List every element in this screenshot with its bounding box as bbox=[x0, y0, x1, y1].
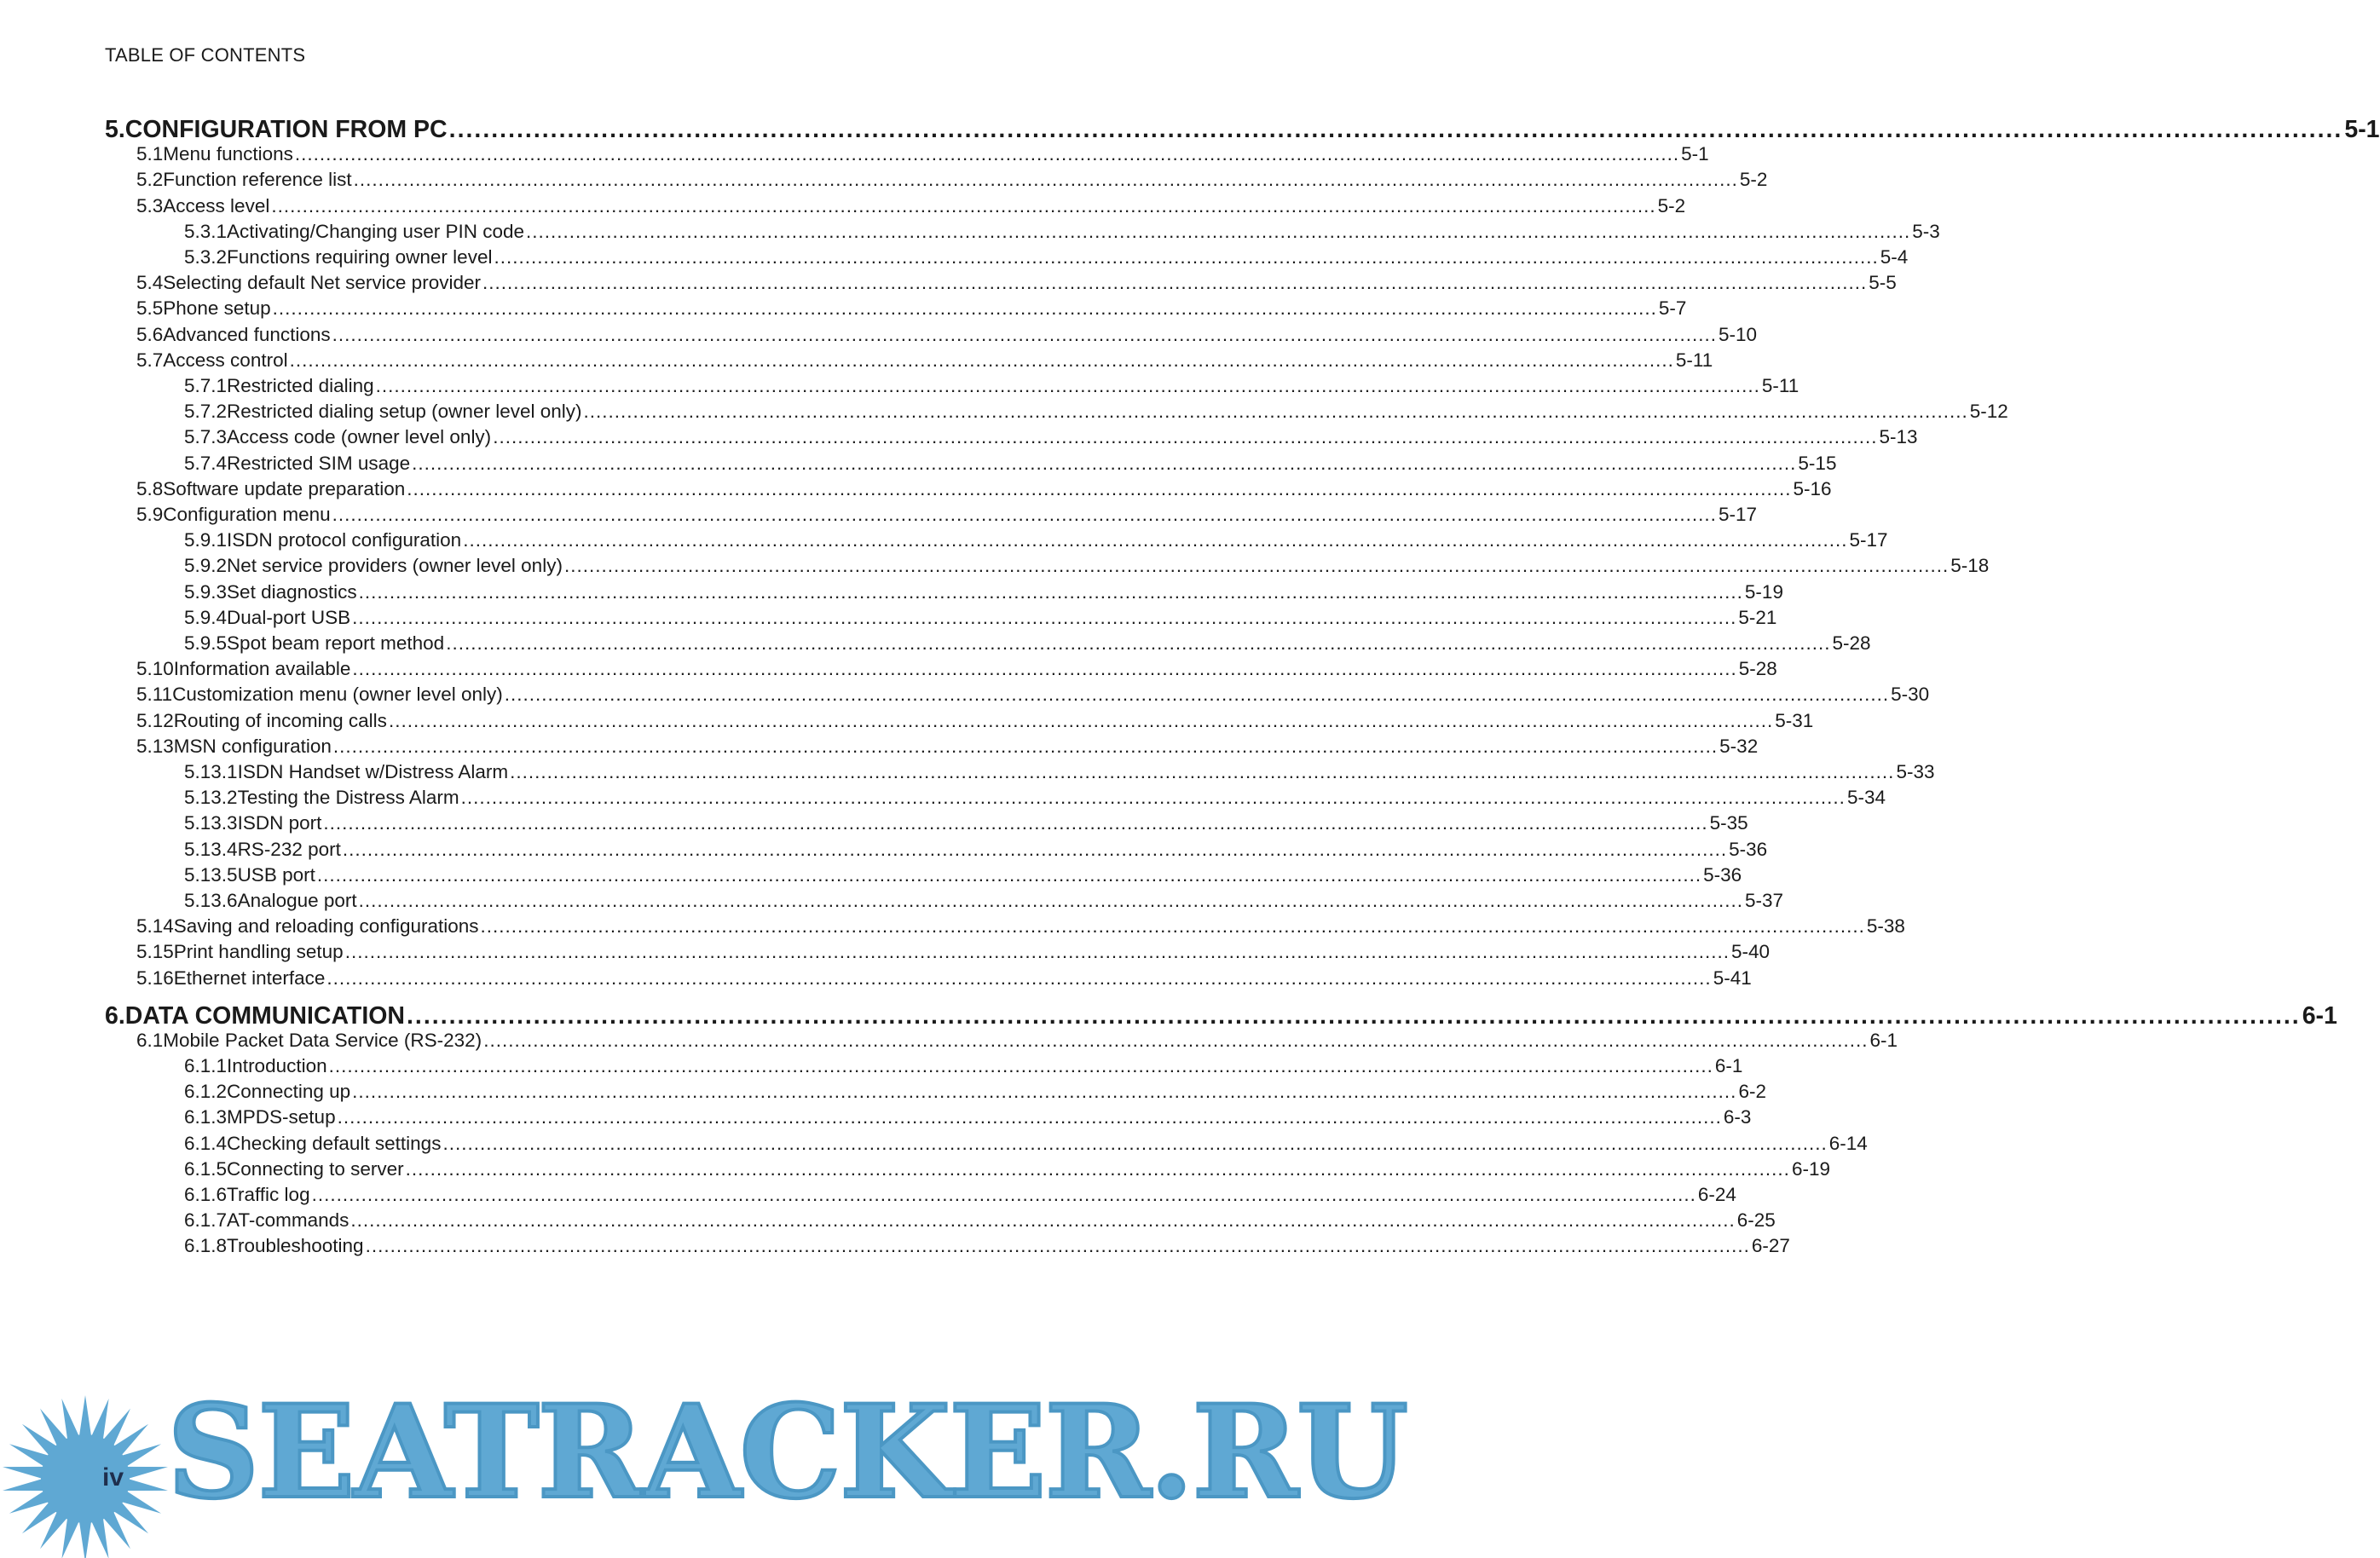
toc-entry-number: 6.1.3 bbox=[184, 1106, 228, 1128]
toc-entry-section[interactable] bbox=[136, 272, 1897, 297]
toc-entry-page: 6-2 bbox=[1738, 1081, 1766, 1103]
toc-entry-title: ISDN protocol configuration bbox=[227, 529, 462, 551]
toc-entry-number: 5.3 bbox=[136, 194, 164, 216]
toc-entry-title: Restricted dialing setup (owner level only) bbox=[227, 401, 582, 423]
dot-leader bbox=[343, 839, 1727, 861]
dot-leader bbox=[332, 324, 1717, 346]
toc-entry-section[interactable] bbox=[136, 194, 1686, 221]
dot-leader bbox=[326, 967, 1711, 990]
toc-entry-number: 5.14 bbox=[136, 915, 174, 938]
dot-leader bbox=[332, 504, 1717, 526]
toc-entry-page: 5-36 bbox=[1703, 863, 1742, 886]
toc-entry-page: 5-10 bbox=[1718, 323, 1757, 345]
toc-entry-page: 6-25 bbox=[1736, 1209, 1776, 1232]
toc-entry-title: Net service providers (owner level only) bbox=[227, 555, 563, 577]
toc-entry-title: Ethernet interface bbox=[173, 967, 326, 989]
toc-entry-title: Introduction bbox=[227, 1055, 327, 1076]
toc-entry-subsection[interactable] bbox=[184, 1132, 1868, 1158]
toc-entry-number: 5.13.1 bbox=[184, 761, 238, 782]
toc-entry-title: Access code (owner level only) bbox=[227, 426, 492, 448]
toc-entry-page: 5-33 bbox=[1896, 761, 1935, 782]
toc-entry-page: 6-1 bbox=[1869, 1029, 1898, 1051]
toc-entry-number: 6.1.2 bbox=[184, 1081, 228, 1103]
toc-entry-number: 5.13.2 bbox=[184, 787, 238, 809]
toc-entry-title: Dual-port USB bbox=[227, 606, 351, 628]
toc-entry-title: ISDN port bbox=[237, 812, 322, 834]
toc-entry-number: 5.4 bbox=[136, 272, 164, 294]
dot-leader bbox=[564, 555, 1949, 577]
dot-leader bbox=[352, 607, 1736, 629]
toc-entry-page: 6-1 bbox=[2302, 1001, 2337, 1030]
toc-entry-number: 5.7 bbox=[136, 349, 164, 371]
dot-leader bbox=[481, 915, 1865, 938]
toc-entry-number: 6.1.8 bbox=[184, 1235, 228, 1257]
toc-entry-page: 5-28 bbox=[1738, 658, 1777, 680]
toc-entry-number: 5. bbox=[105, 116, 125, 143]
dot-leader bbox=[412, 453, 1796, 475]
toc-entry-title: Checking default settings bbox=[227, 1132, 442, 1154]
toc-entry-page: 5-7 bbox=[1658, 297, 1687, 320]
toc-entry-title: Set diagnostics bbox=[227, 580, 357, 603]
toc-entry-title: Mobile Packet Data Service (RS-232) bbox=[163, 1029, 482, 1051]
toc-entry-number: 5.9.2 bbox=[184, 555, 228, 577]
toc-entry-section[interactable] bbox=[136, 504, 1757, 529]
toc-entry-subsection[interactable] bbox=[184, 1055, 1743, 1081]
toc-entry-number: 6.1.4 bbox=[184, 1132, 228, 1154]
toc-entry-number: 5.6 bbox=[136, 323, 164, 345]
toc-entry-title: AT-commands bbox=[227, 1209, 349, 1232]
dot-leader bbox=[407, 1002, 2301, 1030]
dot-leader bbox=[510, 761, 1894, 783]
toc-entry-subsection[interactable] bbox=[184, 1184, 1736, 1209]
toc-entry-page: 5-12 bbox=[1969, 401, 2008, 423]
toc-entry-page: 6-24 bbox=[1697, 1184, 1736, 1205]
dot-leader bbox=[333, 736, 1718, 758]
toc-entry-section[interactable] bbox=[136, 349, 1713, 375]
toc-entry-subsection[interactable] bbox=[184, 529, 1888, 555]
toc-entry-number: 5.7.2 bbox=[184, 401, 228, 423]
toc-entry-number: 6. bbox=[105, 1001, 125, 1030]
toc-entry-title: Software update preparation bbox=[163, 477, 406, 499]
toc-entry-title: Connecting to server bbox=[227, 1157, 404, 1180]
toc-entry-section[interactable] bbox=[136, 735, 1759, 761]
dot-leader bbox=[338, 1106, 1722, 1128]
toc-entry-number: 5.9.4 bbox=[184, 606, 228, 628]
toc-entry-title: Information available bbox=[173, 658, 351, 680]
toc-entry-number: 5.16 bbox=[136, 967, 174, 989]
toc-entry-page: 5-1 bbox=[1681, 143, 1709, 165]
dot-leader bbox=[359, 581, 1743, 603]
toc-entry-number: 5.10 bbox=[136, 658, 174, 680]
toc-entry-title: Phone setup bbox=[163, 297, 271, 320]
toc-entry-number: 5.2 bbox=[136, 169, 164, 191]
toc-entry-title: RS-232 port bbox=[237, 838, 341, 860]
toc-entry-number: 5.9.1 bbox=[184, 529, 228, 551]
toc-entry-number: 5.8 bbox=[136, 477, 164, 499]
toc-entry-section[interactable] bbox=[136, 684, 1930, 709]
toc-entry-number: 6.1.6 bbox=[184, 1184, 228, 1205]
toc-entry-page: 5-17 bbox=[1849, 529, 1888, 551]
dot-leader bbox=[323, 812, 1707, 834]
toc-entry-number: 6.1.7 bbox=[184, 1209, 228, 1232]
toc-entry-section[interactable] bbox=[136, 1029, 1898, 1055]
toc-entry-page: 5-5 bbox=[1869, 272, 1897, 294]
toc-entry-section[interactable] bbox=[136, 709, 1814, 736]
toc-entry-number: 5.13.4 bbox=[184, 838, 238, 860]
toc-entry-subsection[interactable] bbox=[184, 787, 1886, 812]
toc-entry-subsection[interactable] bbox=[184, 761, 1935, 787]
toc-entry-title: Analogue port bbox=[237, 890, 357, 911]
dot-leader bbox=[389, 710, 1773, 732]
dot-leader bbox=[345, 941, 1730, 963]
toc-entry-title: Customization menu (owner level only) bbox=[172, 684, 503, 706]
running-head: TABLE OF CONTENTS bbox=[105, 44, 306, 66]
toc-entry-section[interactable] bbox=[136, 143, 1709, 169]
toc-entry-chapter[interactable] bbox=[105, 116, 2380, 143]
toc-entry-page: 5-21 bbox=[1738, 606, 1777, 628]
toc-entry-title: Traffic log bbox=[227, 1184, 310, 1205]
toc-entry-page: 5-37 bbox=[1744, 890, 1783, 911]
toc-entry-page: 6-14 bbox=[1828, 1132, 1868, 1154]
toc-entry-number: 5.3.1 bbox=[184, 220, 228, 242]
toc-entry-subsection[interactable] bbox=[184, 1209, 1776, 1235]
toc-entry-title: Access level bbox=[163, 194, 270, 216]
toc-entry-subsection[interactable] bbox=[184, 426, 1918, 452]
toc-entry-title: Restricted dialing bbox=[227, 375, 374, 396]
toc-entry-section[interactable] bbox=[136, 658, 1777, 684]
toc-entry-title: MPDS-setup bbox=[227, 1106, 336, 1128]
toc-entry-number: 5.12 bbox=[136, 709, 174, 731]
dot-leader bbox=[494, 246, 1878, 268]
toc-entry-chapter[interactable] bbox=[105, 1001, 2337, 1030]
sun-burst-icon bbox=[0, 1385, 170, 1555]
page-footer bbox=[0, 1377, 1407, 1558]
toc-entry-number: 6.1.5 bbox=[184, 1157, 228, 1180]
toc-entry-number: 5.3.2 bbox=[184, 246, 228, 268]
toc-entry-number: 5.13.5 bbox=[184, 863, 238, 886]
toc-entry-number: 5.9 bbox=[136, 504, 164, 525]
toc-entry-subsection[interactable] bbox=[184, 1081, 1766, 1106]
dot-leader bbox=[446, 632, 1830, 655]
toc-entry-title: Routing of incoming calls bbox=[173, 709, 387, 731]
dot-leader bbox=[359, 890, 1743, 912]
toc-entry-subsection[interactable] bbox=[184, 1106, 1752, 1132]
dot-leader bbox=[295, 143, 1679, 165]
toc-entry-number: 5.13 bbox=[136, 735, 174, 757]
toc-entry-subsection[interactable] bbox=[184, 1235, 1790, 1261]
toc-entry-subsection[interactable] bbox=[184, 246, 1909, 272]
dot-leader bbox=[317, 864, 1701, 886]
toc-entry-number: 5.5 bbox=[136, 297, 164, 320]
toc-entry-page: 6-1 bbox=[1714, 1055, 1743, 1076]
toc-entry-section[interactable] bbox=[136, 297, 1687, 323]
toc-entry-title: Activating/Changing user PIN code bbox=[227, 220, 524, 242]
toc-entry-number: 5.7.4 bbox=[184, 452, 228, 474]
toc-entry-page: 5-1 bbox=[2344, 116, 2380, 143]
dot-leader bbox=[329, 1055, 1713, 1077]
toc-entry-subsection[interactable] bbox=[184, 1157, 1830, 1184]
toc-entry-number: 5.15 bbox=[136, 941, 174, 963]
page-number: iv bbox=[102, 1463, 124, 1492]
toc-entry-page: 5-19 bbox=[1744, 580, 1783, 603]
toc-entry-page: 5-11 bbox=[1761, 375, 1799, 396]
toc-entry-number: 5.9.3 bbox=[184, 580, 228, 603]
toc-entry-subsection[interactable] bbox=[184, 890, 1783, 915]
dot-leader bbox=[312, 1184, 1696, 1206]
dot-leader bbox=[449, 116, 2343, 144]
toc-entry-page: 5-2 bbox=[1657, 194, 1686, 216]
toc-entry-page: 6-27 bbox=[1751, 1235, 1790, 1257]
toc-entry-page: 5-13 bbox=[1879, 426, 1918, 448]
toc-entry-section[interactable] bbox=[136, 967, 1752, 993]
toc-entry-section[interactable] bbox=[136, 941, 1771, 967]
toc-entry-page: 5-32 bbox=[1719, 735, 1759, 757]
toc-entry-title: Menu functions bbox=[163, 143, 293, 165]
toc-entry-subsection[interactable] bbox=[184, 863, 1742, 890]
toc-entry-page: 5-3 bbox=[1912, 220, 1940, 242]
watermark-logo: SEATRACKER.RU bbox=[167, 1377, 1407, 1527]
toc-entry-number: 6.1 bbox=[136, 1029, 164, 1051]
toc-entry-page: 6-3 bbox=[1723, 1106, 1752, 1128]
dot-leader bbox=[350, 1209, 1735, 1232]
toc-entry-page: 5-35 bbox=[1709, 812, 1748, 834]
dot-leader bbox=[352, 658, 1736, 680]
toc-entry-number: 5.13.3 bbox=[184, 812, 238, 834]
dot-leader bbox=[354, 169, 1738, 191]
toc-entry-number: 5.11 bbox=[136, 684, 173, 706]
toc-entry-number: 6.1.1 bbox=[184, 1055, 228, 1076]
dot-leader bbox=[271, 195, 1655, 217]
toc-entry-subsection[interactable] bbox=[184, 401, 2008, 426]
toc-entry-page: 5-28 bbox=[1832, 632, 1871, 654]
toc-entry-section[interactable] bbox=[136, 169, 1768, 194]
toc-entry-page: 5-31 bbox=[1775, 709, 1814, 731]
dot-leader bbox=[584, 401, 1968, 423]
toc-entry-title: USB port bbox=[237, 863, 315, 886]
toc-entry-number: 5.7.3 bbox=[184, 426, 228, 448]
toc-entry-subsection[interactable] bbox=[184, 838, 1768, 864]
toc-entry-number: 5.7.1 bbox=[184, 375, 228, 396]
dot-leader bbox=[352, 1081, 1736, 1103]
toc-entry-page: 5-18 bbox=[1950, 555, 1990, 577]
dot-leader bbox=[505, 684, 1889, 706]
toc-entry-page: 5-4 bbox=[1880, 246, 1909, 268]
toc-entry-title: MSN configuration bbox=[173, 735, 332, 757]
dot-leader bbox=[482, 272, 1867, 294]
dot-leader bbox=[461, 787, 1846, 809]
toc-entry-subsection[interactable] bbox=[184, 220, 1940, 246]
toc-entry-number: 5.1 bbox=[136, 143, 164, 165]
toc-entry-title: ISDN Handset w/Distress Alarm bbox=[237, 761, 509, 782]
toc-entry-subsection[interactable] bbox=[184, 452, 1837, 478]
dot-leader bbox=[463, 529, 1847, 551]
toc-entry-page: 6-19 bbox=[1791, 1157, 1830, 1180]
toc-entry-page: 5-30 bbox=[1891, 684, 1930, 706]
toc-entry-page: 5-11 bbox=[1675, 349, 1713, 371]
toc-entry-page: 5-36 bbox=[1729, 838, 1768, 860]
toc-entry-title: DATA COMMUNICATION bbox=[124, 1001, 406, 1030]
toc-entry-title: Configuration menu bbox=[163, 504, 331, 525]
dot-leader bbox=[273, 297, 1657, 320]
toc-entry-page: 5-17 bbox=[1718, 504, 1757, 525]
toc-entry-title: Advanced functions bbox=[163, 323, 331, 345]
dot-leader bbox=[290, 349, 1674, 372]
toc-entry-subsection[interactable] bbox=[184, 632, 1871, 658]
toc-entry-title: CONFIGURATION FROM PC bbox=[124, 116, 448, 143]
toc-entry-title: Troubleshooting bbox=[227, 1235, 364, 1257]
toc-entry-page: 5-16 bbox=[1793, 477, 1832, 499]
dot-leader bbox=[376, 375, 1760, 397]
toc-entry-title: Access control bbox=[163, 349, 288, 371]
toc-entry-title: Spot beam report method bbox=[227, 632, 445, 654]
toc-entry-page: 5-40 bbox=[1730, 941, 1771, 963]
toc-entry-title: Print handling setup bbox=[173, 941, 344, 963]
toc-entry-page: 5-41 bbox=[1713, 967, 1752, 989]
dot-leader bbox=[366, 1235, 1750, 1257]
toc-entry-subsection[interactable] bbox=[184, 375, 1799, 401]
toc-entry-subsection[interactable] bbox=[184, 555, 1990, 580]
toc-entry-subsection[interactable] bbox=[184, 606, 1777, 632]
dot-leader bbox=[407, 478, 1791, 500]
dot-leader bbox=[483, 1030, 1868, 1052]
toc-entry-title: Testing the Distress Alarm bbox=[237, 787, 459, 809]
toc-entry-title: Saving and reloading configurations bbox=[173, 915, 479, 938]
dot-leader bbox=[526, 221, 1910, 243]
toc-entry-title: Functions requiring owner level bbox=[227, 246, 493, 268]
toc-entry-section[interactable] bbox=[136, 915, 1905, 941]
toc-entry-number: 5.13.6 bbox=[184, 890, 238, 911]
toc-entry-page: 5-2 bbox=[1739, 169, 1768, 191]
toc-entry-title: Function reference list bbox=[163, 169, 352, 191]
toc-entry-subsection[interactable] bbox=[184, 812, 1748, 838]
toc-entry-subsection[interactable] bbox=[184, 580, 1783, 607]
dot-leader bbox=[493, 426, 1877, 448]
toc-entry-page: 5-34 bbox=[1846, 787, 1886, 809]
toc-entry-section[interactable] bbox=[136, 477, 1832, 504]
toc-entry-title: Selecting default Net service provider bbox=[163, 272, 481, 294]
dot-leader bbox=[406, 1158, 1790, 1180]
toc-entry-page: 5-15 bbox=[1798, 452, 1837, 474]
toc-entry-page: 5-38 bbox=[1866, 915, 1905, 938]
toc-entry-title: Connecting up bbox=[227, 1081, 351, 1103]
dot-leader bbox=[442, 1133, 1827, 1155]
toc-entry-section[interactable] bbox=[136, 323, 1757, 349]
toc-entry-number: 5.9.5 bbox=[184, 632, 228, 654]
toc-entry-title: Restricted SIM usage bbox=[227, 452, 411, 474]
